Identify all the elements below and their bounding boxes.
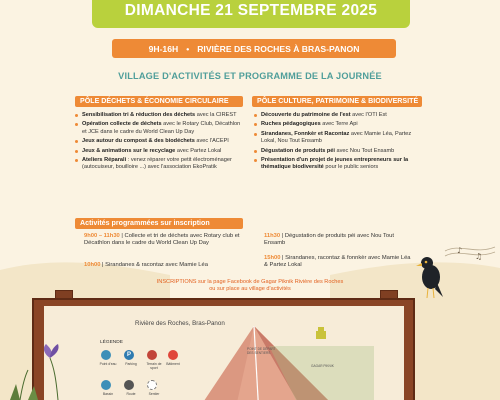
page-title: VILLAGE D'ACTIVITÉS ET PROGRAMME DE LA JOURNÉE: [118, 71, 382, 81]
event-time: 9H-16H: [148, 43, 179, 54]
list-dechets: [75, 112, 245, 174]
list-item: Ruches pédagogiques avec Terre Api: [254, 121, 424, 128]
legend-label: Parking: [125, 362, 137, 366]
parking-icon: P: [124, 350, 134, 360]
section-heading-culture: PÔLE CULTURE, PATRIMOINE & BIODIVERSITÉ: [252, 96, 422, 107]
map-label-center: POINT DE DÉPART DES SENTIERS: [247, 347, 276, 355]
schedule-item: 10h00 | Sirandanes & racontaz avec Mamie Léa: [84, 262, 208, 268]
schedule-heading: Activités programmées sur inscription: [75, 218, 243, 229]
list-item: Sensibilisation tri & réduction des déchets avec la CIREST: [75, 112, 245, 119]
legend-title: LÉGENDE: [100, 340, 123, 345]
inscriptions-line-2: ou sur place au village d'activités: [209, 286, 291, 293]
schedule-item: 9h00 – 11h30 | Collecte et tri de déchets avec Rotary club et Décathlon dans le cadre du World Clean Up Day: [84, 233, 240, 247]
flower-illustration: [0, 318, 80, 400]
list-culture: [254, 112, 424, 174]
map-title: Rivière des Roches, Bras-Panon: [135, 320, 225, 327]
bird-illustration: [405, 243, 500, 303]
event-location: RIVIÈRE DES ROCHES À BRAS-PANON: [197, 43, 360, 54]
inscriptions-line-1: INSCRIPTIONS sur la page Facebook de Gagar Piknik Rivière des Roches: [156, 279, 344, 285]
legend-label: Bassin: [102, 392, 114, 396]
map-label-right: GAGAR PIKNIK: [311, 364, 334, 368]
building-icon: [168, 350, 178, 360]
inscriptions-note: [0, 279, 500, 294]
trail-icon: [147, 380, 157, 390]
legend-label: Point d'eau: [99, 362, 117, 366]
legend-label: Sentier: [148, 392, 160, 396]
list-item: Jeux autour du compost & des biodéchets avec l'ACEPI: [75, 138, 245, 145]
svg-text:♪: ♪: [457, 246, 463, 255]
legend-label: Terrain de sport: [146, 362, 162, 370]
schedule-item: 11h30 | Dégustation de produits péi avec Nou Tout Ensamb: [264, 233, 394, 247]
section-heading-dechets: PÔLE DÉCHETS & ÉCONOMIE CIRCULAIRE: [75, 96, 243, 107]
time-location-banner: [112, 39, 396, 58]
list-item: Opération collecte de déchets avec le Rotary Club, Décathlon et JCE dans le cadre du World Clean Up Day: [75, 121, 245, 135]
legend-label: Route: [126, 392, 136, 396]
legend-label: Bâtiment: [166, 362, 180, 366]
svg-text:♫: ♫: [475, 252, 483, 261]
list-item: Présentation d'un projet de jeunes entrepreneurs sur la thématique biodiversité pour le public seniors: [254, 157, 424, 171]
event-date: DIMANCHE 21 SEPTEMBRE 2025: [124, 2, 378, 19]
road-icon: [124, 380, 134, 390]
list-item: Découverte du patrimoine de l'est avec l'OTI Est: [254, 112, 424, 119]
list-item: Jeux & animations sur le recyclage avec Partez Lokal: [75, 148, 245, 155]
separator-dot: •: [186, 43, 190, 54]
list-item: Dégustation de produits péi avec Nou Tout Ensamb: [254, 148, 424, 155]
sport-field-icon: [147, 350, 157, 360]
water-drop-icon: [101, 350, 111, 360]
schedule-item: 15h00 | Sirandanes, racontaz & fonnkèr avec Mamie Léa & Partez Lokal: [264, 255, 411, 269]
list-item: Sirandanes, Fonnkèr et Racontaz avec Mamie Léa, Partez Lokal, Nou Tout Ensamb: [254, 131, 424, 145]
date-banner: [92, 0, 410, 28]
pool-icon: [101, 380, 111, 390]
list-item: Ateliers Réparali : venez réparer votre petit électroménager (autocuiseur, bouilloire ...) avec l'association EkoPratik: [75, 157, 245, 171]
